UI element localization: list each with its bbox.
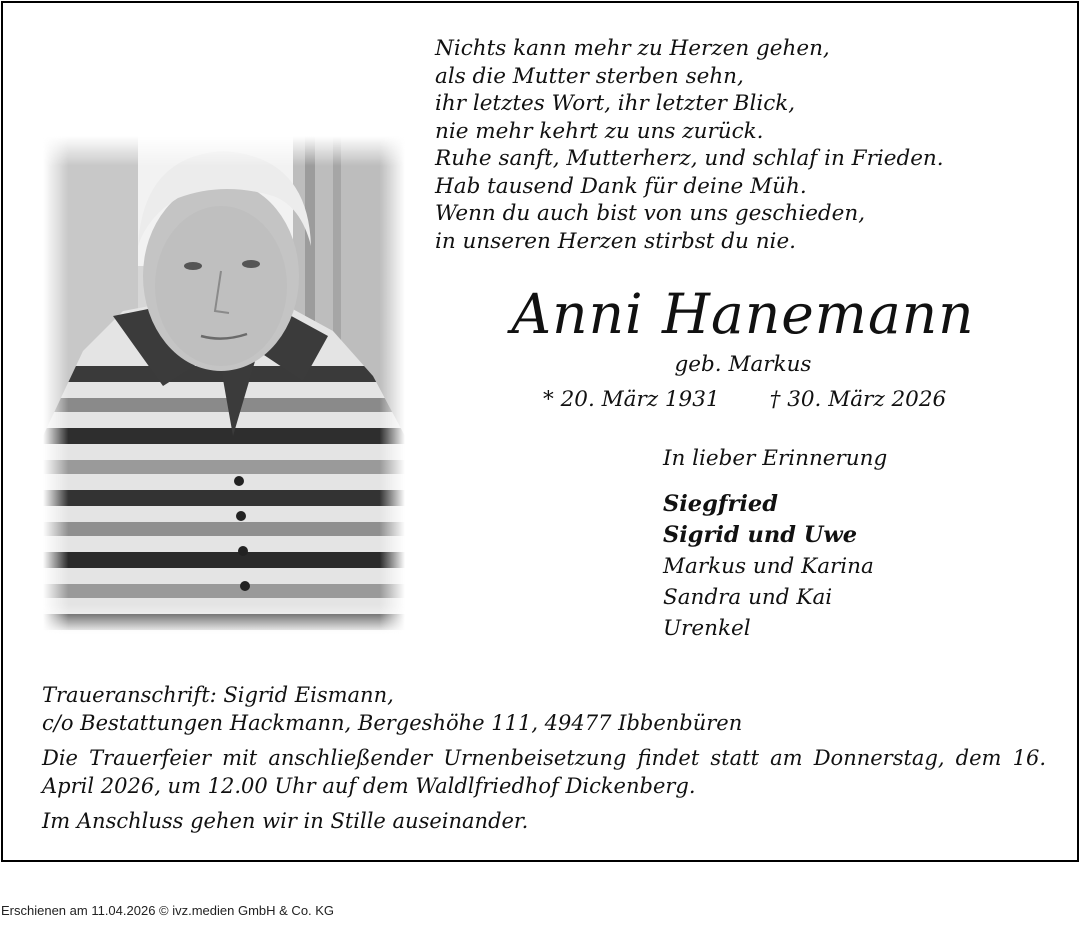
obituary-frame (1, 1, 1079, 862)
publication-footer: Erschienen am 11.04.2026 © ivz.medien GmbH & Co. KG (1, 903, 335, 918)
funeral-info (42, 681, 1046, 842)
life-dates (543, 386, 963, 413)
family-member: Siegfried (663, 491, 778, 517)
maiden-name: geb. Markus (674, 352, 812, 377)
deceased-name: Anni Hanemann (511, 282, 975, 346)
closing-text: Im Anschluss gehen wir in Stille auseinander. (42, 809, 529, 833)
ceremony-text: Die Trauerfeier mit anschließender Urnenbeisetzung findet statt am Donnerstag, dem 16. April 2026, um 12.00 Uhr auf dem Waldlfriedhof Dickenberg. (42, 746, 1046, 798)
poem-line: ihr letztes Wort, ihr letzter Blick, (435, 91, 796, 116)
poem (435, 35, 1035, 255)
family-list (663, 489, 1063, 644)
poem-line: Wenn du auch bist von uns geschieden, (435, 201, 866, 226)
address-line: c/o Bestattungen Hackmann, Bergeshöhe 111, 49477 Ibbenbüren (42, 711, 743, 735)
poem-line: Nichts kann mehr zu Herzen gehen, (435, 36, 830, 61)
poem-line: Hab tausend Dank für deine Müh. (435, 173, 807, 199)
mourning-address (42, 681, 1046, 737)
address-line: Traueranschrift: Sigrid Eismann, (42, 683, 394, 707)
family-member: Sandra und Kai (663, 585, 833, 610)
death-date: † 30. März 2026 (769, 387, 947, 412)
poem-line: nie mehr kehrt zu uns zurück. (435, 118, 764, 144)
family-member: Markus und Karina (663, 554, 874, 579)
poem-line: Ruhe sanft, Mutterherz, und schlaf in Frieden. (435, 146, 944, 171)
family-member: Urenkel (663, 616, 751, 641)
poem-line: in unseren Herzen stirbst du nie. (435, 228, 796, 254)
family-member: Sigrid und Uwe (663, 522, 858, 548)
birth-date: * 20. März 1931 (543, 387, 720, 412)
poem-line: als die Mutter sterben sehn, (435, 63, 744, 89)
memory-line: In lieber Erinnerung (663, 446, 888, 471)
portrait-photo (43, 136, 405, 634)
